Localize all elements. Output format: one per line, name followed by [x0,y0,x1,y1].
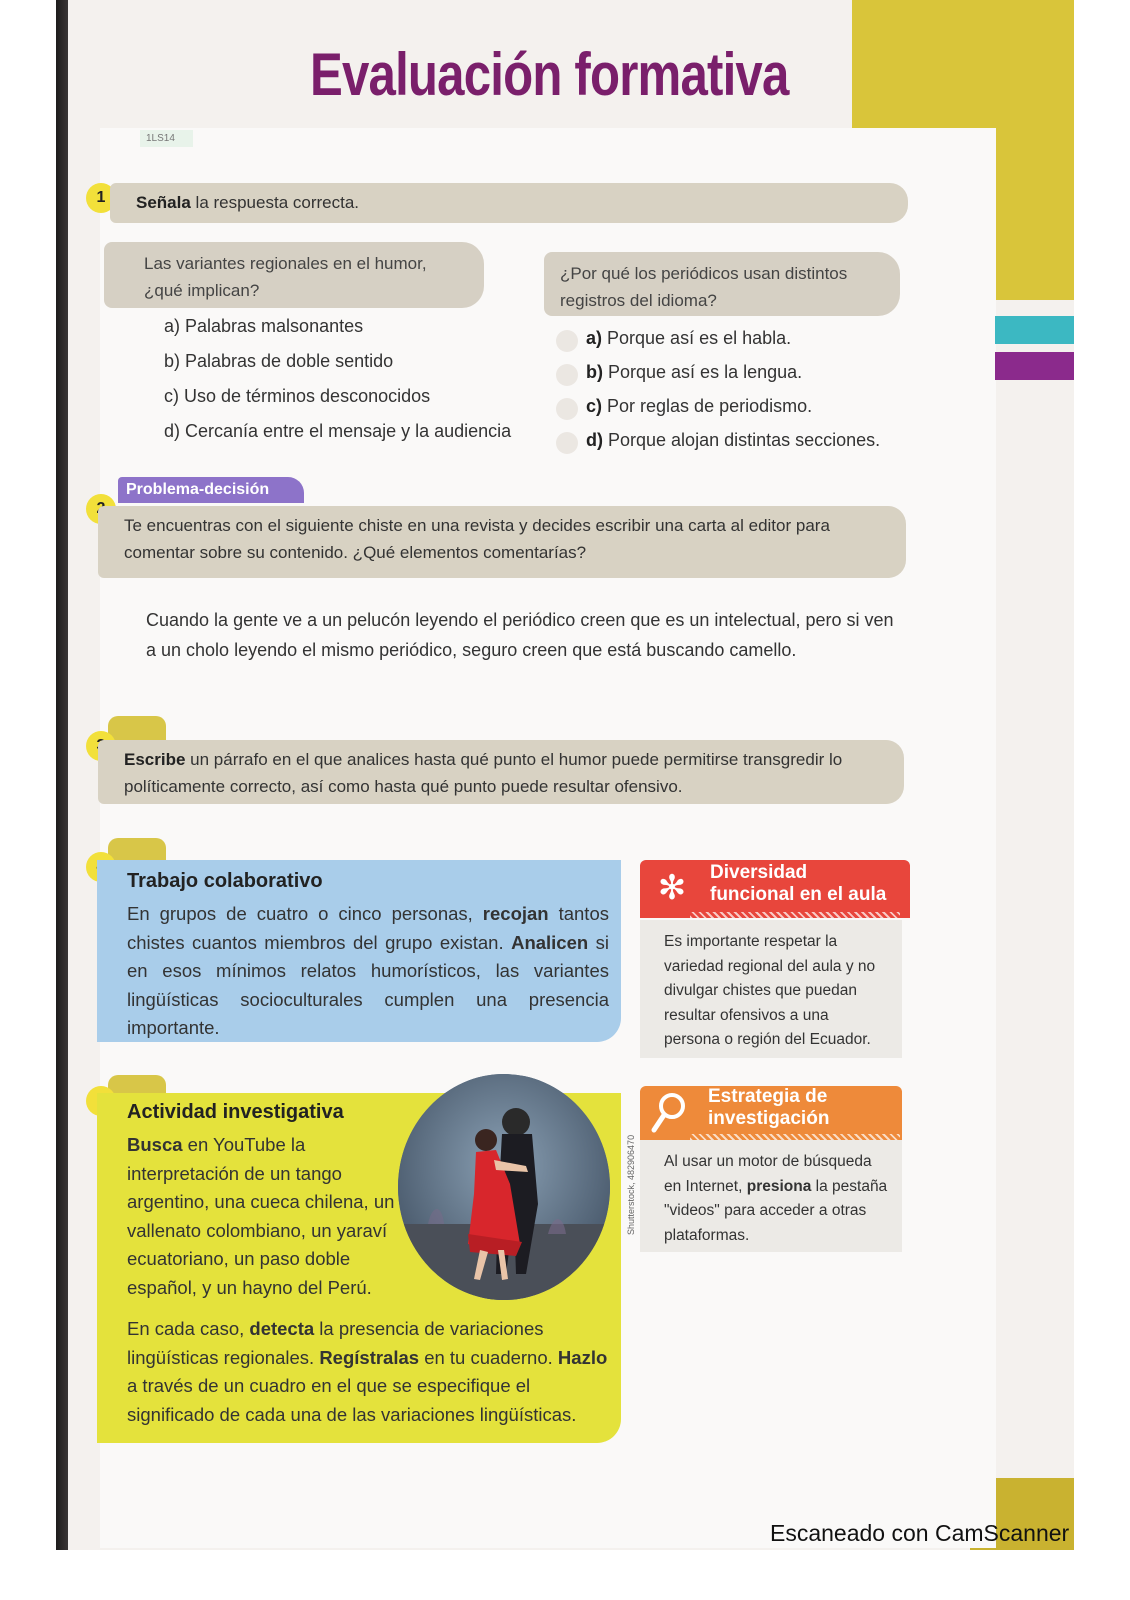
magnifier-icon [650,1090,690,1134]
q1-instruction-text: la respuesta correcta. [190,193,360,212]
q3-instruction-text: un párrafo en el que analices hasta qué punto el humor puede permitirse transgredir lo políticamente correcto, así como hasta qué punto puede resultar ofensivo. [124,750,843,796]
hatch-decoration [690,912,900,918]
problem-decision-tag: Problema-decisión [118,477,304,503]
q1-right-option-b[interactable] [586,362,802,383]
text-run: a través de un cuadro en el que se especifique el significado de cada una de las variaciones lingüísticas. [127,1375,577,1425]
text-bold: Hazlo [557,1346,608,1368]
strategy-header [640,1086,902,1140]
label-line: Diversidad [710,862,808,883]
collaborative-work-box [97,860,621,1042]
tango-illustration [398,1074,610,1300]
text-run: En cada caso, [127,1318,250,1339]
q1-left-question: Las variantes regionales en el humor, ¿qué implican? [104,242,484,308]
text-bold: presiona [746,1177,812,1195]
q1-left-option-d[interactable]: d) Cercanía entre el mensaje y la audiencia [164,421,512,441]
option-letter: a) [586,328,603,348]
text-run: En grupos de cuatro o cinco personas, [127,903,483,924]
q1-instruction [110,183,908,223]
text-run: tantos chistes cuantos miembros del grupo existan. [127,903,609,953]
curriculum-code: 1LS14 [140,130,193,147]
text-bold: Regístralas [319,1346,420,1368]
research-activity-text [127,1131,397,1302]
q3-tab-decoration [108,716,166,740]
q1-right-radio-b[interactable] [556,364,578,386]
q2-joke-text: Cuando la gente ve a un pelucón leyendo el periódico creen que es un intelectual, pero si ven a un cholo leyendo el mismo periódico, seguro creen que está buscando camello. [146,610,894,660]
option-letter: c) [586,396,603,416]
text-bold: Analicen [511,931,589,953]
collaborative-work-text [127,900,609,1043]
collaborative-work-heading: Trabajo colaborativo [127,870,323,892]
q3-instruction [98,740,904,804]
tango-dancers-photo [398,1074,610,1300]
strategy-label [708,1086,829,1130]
decorative-purple-tab [995,352,1074,380]
q1-right-option-d[interactable] [586,430,880,451]
q1-right-radio-d[interactable] [556,432,578,454]
q1-right-radio-a[interactable] [556,330,578,352]
text-run: la pestaña "videos" para acceder a otras plataformas. [664,1177,888,1244]
diversity-label [710,862,886,906]
text-bold: detecta [249,1318,315,1339]
q1-right-option-a[interactable] [586,328,791,349]
text-run: en tu cuaderno. [419,1346,558,1368]
option-text: Porque así es la lengua. [603,362,803,382]
page-binding-edge [56,0,68,1550]
diversity-note: Es importante respetar la variedad regional del aula y no divulgar chistes que puedan resultar ofensivos a una persona o región del Ecuador. [640,920,902,1058]
research-activity-instructions [127,1315,613,1429]
diversity-header [640,860,910,918]
label-line: investigación [708,1108,830,1129]
question-number-1: 1 [86,183,116,213]
text-run: la presencia de variaciones lingüísticas regionales. [127,1318,544,1368]
q1-right-question: ¿Por qué los periódicos usan distintos registros del idioma? [544,252,900,316]
text-bold: recojan [482,903,549,924]
q1-right-option-c[interactable] [586,396,812,417]
text-run: si en esos mínimos relatos humorísticos, las variantes lingüísticas socioculturales cumplen una presencia importante. [127,931,610,1038]
option-text: Porque así es el habla. [602,328,792,348]
research-activity-heading: Actividad investigativa [127,1101,344,1123]
flower-icon: ✻ [657,869,687,907]
text-run: en YouTube la interpretación de un tango argentino, una cueca chilena, un vallenato colombiano, un yaraví ecuatoriano, un paso doble español, y un hayno del Perú. [127,1134,395,1298]
text-run: Al usar un motor de búsqueda en Internet, [664,1153,872,1195]
q1-verb: Señala [136,193,191,212]
q1-left-option-a[interactable]: a) Palabras malsonantes [164,316,364,336]
photo-credit: Shutterstock, 482906470 [626,1134,636,1235]
q1-left-option-c[interactable]: c) Uso de términos desconocidos [164,386,431,406]
q3-verb: Escribe [124,750,186,769]
option-text: Por reglas de periodismo. [602,396,813,416]
text-bold: Busca [127,1134,183,1155]
option-text: Porque alojan distintas secciones. [603,430,881,450]
option-letter: d) [586,430,603,450]
label-line: Estrategia de [708,1086,828,1107]
decorative-teal-tab [995,316,1074,344]
page-title: Evaluación formativa [310,41,789,108]
option-letter: b) [586,362,603,382]
scanner-watermark: Escaneado con CamScanner [770,1520,1070,1546]
label-line: funcional en el aula [710,884,887,905]
strategy-note [640,1140,902,1252]
q1-right-radio-c[interactable] [556,398,578,420]
q1-left-option-b[interactable]: b) Palabras de doble sentido [164,351,394,371]
q4-tab-decoration [108,838,166,862]
q2-instruction: Te encuentras con el siguiente chiste en una revista y decides escribir una carta al editor para comentar sobre su contenido. ¿Qué elementos comentarías? [98,506,906,578]
